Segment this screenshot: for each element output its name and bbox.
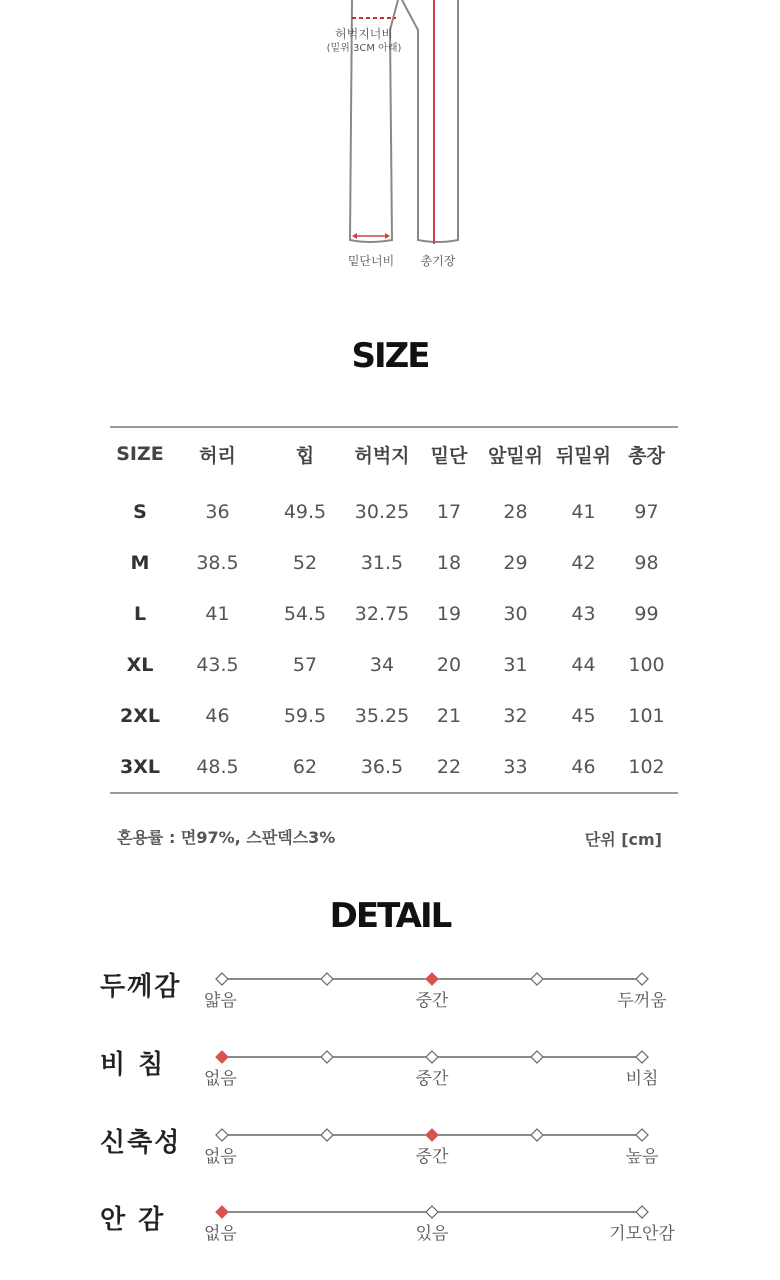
- table-cell: 54.5: [283, 602, 327, 625]
- scale-tick-label: 높음: [625, 1147, 659, 1167]
- detail-label: 비 침: [100, 1050, 166, 1080]
- table-cell: 97: [634, 500, 659, 523]
- table-cell: 31: [503, 653, 528, 676]
- detail-scale-graphic: [200, 1199, 680, 1269]
- table-cell: 46: [205, 704, 230, 727]
- thigh-sub-label: (밑위 3CM 아래): [326, 43, 402, 54]
- table-header-cell: 총장: [628, 444, 665, 467]
- scale-tick-label: 있음: [415, 1224, 449, 1244]
- table-cell: 31.5: [360, 551, 404, 574]
- scale-point: [321, 1129, 333, 1141]
- scale-point: [321, 1051, 333, 1063]
- table-cell: 17: [436, 500, 462, 523]
- length-label: 총기장: [420, 254, 456, 268]
- table-cell: 57: [292, 653, 318, 676]
- table-cell: 41: [571, 500, 596, 523]
- scale-point: [321, 973, 333, 985]
- size-label-cell: M: [130, 551, 150, 574]
- detail-scale-graphic: [200, 966, 680, 1036]
- scale-tick-label: 얇음: [204, 991, 237, 1011]
- table-cell: 98: [634, 551, 659, 574]
- table-row: [110, 486, 678, 537]
- table-cell: 100: [628, 653, 665, 676]
- table-cell: 45: [571, 704, 596, 727]
- table-row: [110, 588, 678, 639]
- table-cell: 43: [571, 602, 596, 625]
- detail-scale: [0, 966, 780, 1036]
- detail-scale: [0, 1199, 780, 1269]
- table-cell: 41: [205, 602, 230, 625]
- detail-label: 두께감: [100, 972, 182, 1002]
- fabric-composition: 혼용률 : 면97%, 스판덱스3%: [117, 828, 336, 847]
- table-cell: 19: [436, 602, 462, 625]
- size-label-cell: 3XL: [120, 755, 160, 778]
- scale-tick-label: 없음: [204, 1147, 237, 1167]
- table-cell: 32.75: [354, 602, 410, 625]
- table-row: [110, 537, 678, 588]
- table-cell: 52: [292, 551, 318, 574]
- scale-tick-label: 중간: [415, 1147, 449, 1167]
- size-label-cell: XL: [126, 653, 154, 676]
- scale-point: [636, 1206, 648, 1218]
- scale-tick-label: 중간: [415, 991, 449, 1011]
- table-cell: 20: [436, 653, 462, 676]
- size-table: [110, 426, 678, 794]
- scale-point: [531, 1051, 543, 1063]
- table-cell: 36: [205, 500, 230, 523]
- scale-point: [426, 1206, 438, 1218]
- table-cell: 30: [503, 602, 528, 625]
- detail-scale-graphic: [200, 1044, 680, 1114]
- table-header-cell: 뒤밑위: [555, 444, 612, 467]
- detail-scale: [0, 1044, 780, 1114]
- table-cell: 46: [571, 755, 596, 778]
- size-label-cell: L: [133, 602, 147, 625]
- table-cell: 28: [503, 500, 528, 523]
- detail-scale-graphic: [200, 1122, 680, 1192]
- table-cell: 38.5: [196, 551, 239, 574]
- table-header-cell: 힙: [295, 444, 315, 467]
- table-header-cell: 허벅지: [354, 444, 410, 467]
- scale-point: [216, 1129, 228, 1141]
- table-header-cell: 허리: [199, 444, 236, 467]
- table-cell: 18: [436, 551, 462, 574]
- table-cell: 21: [436, 704, 462, 727]
- table-cell: 102: [628, 755, 665, 778]
- size-section-title: SIZE: [351, 336, 429, 376]
- scale-point: [531, 1129, 543, 1141]
- hem-label: 밑단너비: [347, 254, 395, 268]
- table-header-cell: 앞밑위: [487, 444, 544, 467]
- table-cell: 34: [369, 653, 395, 676]
- table-cell: 30.25: [354, 500, 410, 523]
- table-cell: 36.5: [360, 755, 404, 778]
- table-row: [110, 690, 678, 741]
- table-cell: 43.5: [196, 653, 239, 676]
- table-cell: 62: [292, 755, 318, 778]
- table-cell: 99: [634, 602, 659, 625]
- scale-tick-label: 기모안감: [609, 1224, 675, 1244]
- table-row: [110, 741, 678, 792]
- detail-label: 신축성: [100, 1128, 182, 1158]
- thigh-label: 허벅지너비: [335, 27, 393, 41]
- table-cell: 35.25: [354, 704, 410, 727]
- scale-point: [216, 973, 228, 985]
- table-cell: 44: [571, 653, 596, 676]
- table-cell: 33: [503, 755, 528, 778]
- scale-tick-label: 중간: [415, 1069, 449, 1089]
- scale-point: [426, 1051, 438, 1063]
- scale-point-selected: [426, 973, 438, 985]
- unit-label: 단위 [cm]: [584, 830, 662, 849]
- table-header-cell: 밑단: [430, 444, 468, 467]
- table-header-cell: SIZE: [116, 443, 164, 465]
- table-header-row: [110, 428, 678, 480]
- scale-point: [636, 973, 648, 985]
- table-cell: 101: [628, 704, 665, 727]
- scale-point-selected: [426, 1129, 438, 1141]
- scale-tick-label: 없음: [204, 1069, 237, 1089]
- scale-point: [531, 973, 543, 985]
- table-cell: 32: [503, 704, 528, 727]
- scale-point: [636, 1129, 648, 1141]
- detail-section-title: DETAIL: [329, 896, 451, 936]
- detail-scale: [0, 1122, 780, 1192]
- scale-point: [636, 1051, 648, 1063]
- scale-tick-label: 비침: [625, 1069, 659, 1089]
- detail-label: 안 감: [100, 1205, 166, 1235]
- table-cell: 29: [503, 551, 528, 574]
- table-cell: 49.5: [283, 500, 327, 523]
- scale-point-selected: [216, 1206, 228, 1218]
- pants-size-diagram: [0, 0, 780, 290]
- table-cell: 59.5: [283, 704, 327, 727]
- scale-tick-label: 두꺼움: [617, 991, 667, 1011]
- table-row: [110, 639, 678, 690]
- table-cell: 22: [436, 755, 462, 778]
- table-cell: 42: [571, 551, 596, 574]
- scale-tick-label: 없음: [204, 1224, 237, 1244]
- scale-point-selected: [216, 1051, 228, 1063]
- table-cell: 48.5: [196, 755, 239, 778]
- size-label-cell: S: [133, 500, 147, 523]
- size-label-cell: 2XL: [120, 704, 160, 727]
